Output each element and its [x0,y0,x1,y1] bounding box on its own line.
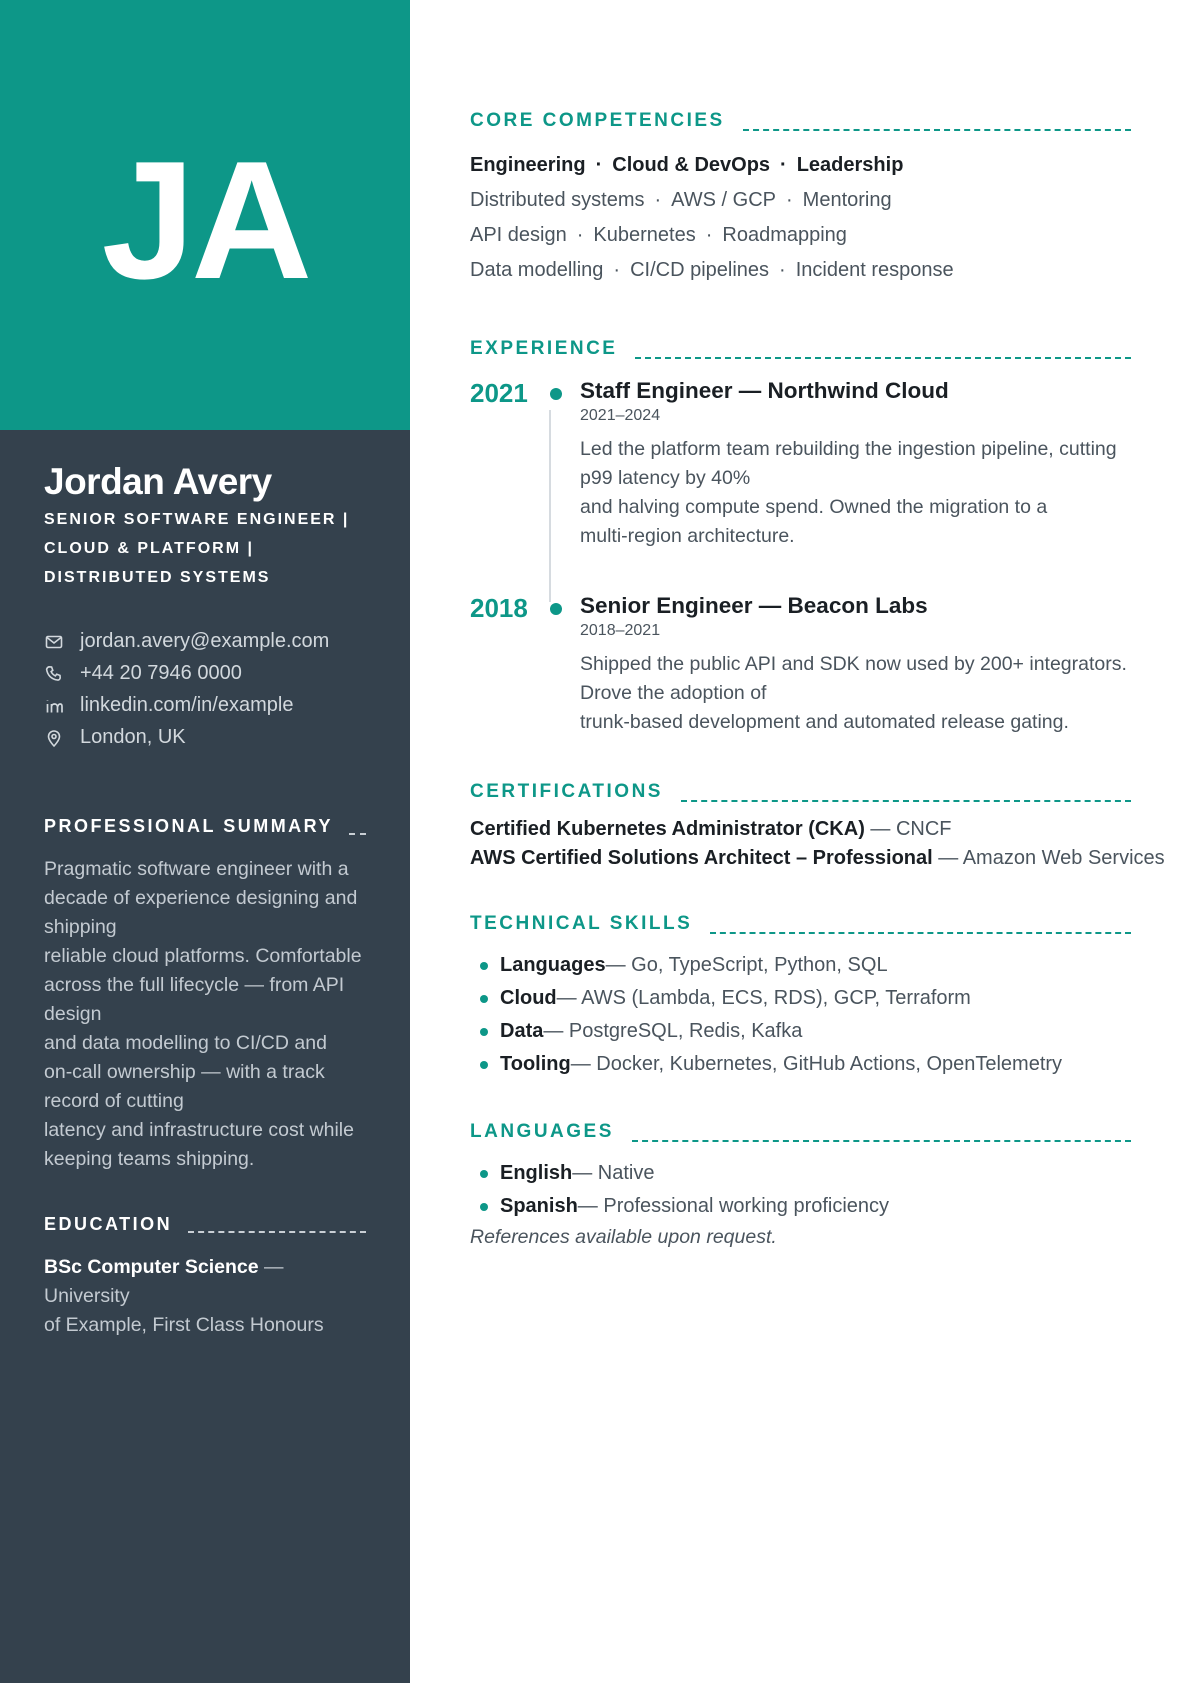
contact-email[interactable] [44,626,366,658]
timeline-dot [550,603,562,615]
summary-line: latency and infrastructure cost while [44,1118,354,1141]
competencies-heading-text: CORE COMPETENCIES [470,110,725,131]
skill-value: — AWS (Lambda, ECS, RDS), GCP, Terraform [556,987,971,1009]
description-line: multi-region architecture. [580,525,795,547]
experience-description [580,650,1131,737]
summary-text [44,855,366,1174]
language-level: — Native [572,1162,655,1184]
location-text: London, UK [80,726,186,749]
education-heading [44,1214,366,1235]
language-item [470,1190,1131,1223]
contact-linkedin[interactable] [44,690,366,722]
education-heading-text: EDUCATION [44,1213,173,1234]
competency-item: Leadership [796,154,904,176]
certifications-list [470,815,1165,873]
education-institution: — University [44,1255,284,1307]
separator-dot: · [705,224,713,246]
bullet-dot [480,1028,488,1036]
contact-list [44,626,366,754]
description-line: Shipped the public API and SDK now used by 200+ integrators. [580,653,1127,675]
summary-line: Pragmatic software engineer with a [44,857,349,880]
linkedin-icon [44,696,64,716]
timeline-dot [550,388,562,400]
certification-name: Certified Kubernetes Administrator (CKA) [470,818,865,840]
heading-rule [635,357,1131,359]
competency-item: AWS / GCP [671,189,776,211]
bullet-dot [480,1203,488,1211]
certification-issuer: — Amazon Web Services [932,847,1165,869]
certifications-heading [470,781,1131,803]
experience-year: 2018 [470,593,528,623]
separator-dot: · [654,189,662,211]
separator-dot: · [576,224,584,246]
experience-dates: 2018–2021 [580,622,661,639]
description-line: trunk-based development and automated release gating. [580,711,1069,733]
competency-item: Data modelling [470,259,604,281]
heading-rule [188,1231,366,1233]
certification-item [470,844,1165,873]
bullet-dot [480,1061,488,1069]
skill-label: Data [500,1020,544,1042]
language-label: Spanish [500,1195,578,1217]
heading-rule [743,129,1131,131]
summary-line: decade of experience designing and [44,886,358,909]
skill-item [470,949,1131,982]
competency-item: Cloud & DevOps [612,154,771,176]
sidebar [0,0,410,1683]
contact-phone[interactable] [44,658,366,690]
summary-line: record of cutting [44,1089,184,1112]
competency-row [470,148,1131,183]
summary-line: and data modelling to CI/CD and [44,1031,327,1054]
separator-dot: · [613,259,621,281]
headline: SENIOR SOFTWARE ENGINEER | CLOUD & PLATFORM | DISTRIBUTED SYSTEMS [44,510,350,586]
languages-heading [470,1121,1131,1143]
contact-location [44,722,366,754]
references-note: References available upon request. [470,1226,777,1248]
summary-line: design [44,1002,102,1025]
certification-item [470,815,1131,844]
summary-heading-text: PROFESSIONAL SUMMARY [44,815,334,836]
education-degree: BSc Computer Science [44,1255,259,1278]
summary-heading [44,816,366,837]
education-detail: of Example, First Class Honours [44,1313,324,1336]
description-line: Led the platform team rebuilding the ingestion pipeline, cutting [580,438,1117,460]
skills-heading [470,913,1131,935]
competency-item: Kubernetes [593,224,696,246]
mail-icon [44,632,64,652]
competency-row [470,253,1131,288]
competency-item: API design [470,224,567,246]
skill-label: Tooling [500,1053,571,1075]
separator-dot: · [779,259,786,281]
location-pin-icon [44,728,64,748]
experience-heading [470,338,1131,360]
summary-line: keeping teams shipping. [44,1147,255,1170]
language-label: English [500,1162,573,1184]
skill-item [470,1015,1131,1048]
skill-value: — PostgreSQL, Redis, Kafka [543,1020,803,1042]
skills-heading-text: TECHNICAL SKILLS [470,913,693,934]
heading-rule [681,800,1131,802]
education-text [44,1253,366,1340]
heading-rule [632,1140,1131,1142]
skills-list [470,949,1131,1081]
competency-item: Roadmapping [722,224,847,246]
competency-item: Distributed systems [470,189,645,211]
language-level: — Professional working proficiency [577,1195,890,1217]
separator-dot: · [780,154,787,176]
languages-list [470,1157,1131,1223]
main-column [470,0,1165,1249]
linkedin-text: linkedin.com/in/example [80,694,294,717]
skill-item [470,982,1131,1015]
description-line: and halving compute spend. Owned the migration to a [580,496,1048,518]
skill-value: — Go, TypeScript, Python, SQL [605,954,888,976]
competency-item: Incident response [795,259,954,281]
summary-line: reliable cloud platforms. Comfortable [44,944,362,967]
experience-year: 2021 [470,378,528,408]
bullet-dot [480,1170,488,1178]
experience-title: Senior Engineer — Beacon Labs [580,593,928,618]
separator-dot: · [595,154,603,176]
certifications-heading-text: CERTIFICATIONS [470,781,663,802]
experience-item [470,591,1131,737]
competency-item: Mentoring [802,189,892,211]
monogram-block [0,0,410,430]
skill-label: Cloud [500,987,557,1009]
competency-row [470,218,1131,253]
monogram: JA [101,125,309,314]
description-line: Drove the adoption of [580,682,767,704]
summary-line: shipping [44,915,117,938]
experience-description [580,435,1131,551]
languages-heading-text: LANGUAGES [470,1121,614,1142]
competencies-grid [470,148,1131,288]
experience-dates: 2021–2024 [580,407,661,424]
language-item [470,1157,1131,1190]
timeline-line [549,410,551,602]
separator-dot: · [786,189,793,211]
skill-value: — Docker, Kubernetes, GitHub Actions, OpenTelemetry [570,1053,1063,1075]
summary-line: on-call ownership — with a track [44,1060,325,1083]
competencies-heading [470,110,1131,132]
bullet-dot [480,995,488,1003]
phone-icon [44,664,64,684]
skill-label: Languages [500,954,606,976]
bullet-dot [480,962,488,970]
competency-row [470,183,1131,218]
certification-name: AWS Certified Solutions Architect – Professional [470,847,933,869]
summary-line: across the full lifecycle — from API [44,973,345,996]
competency-item: CI/CD pipelines [630,259,770,281]
heading-rule [710,932,1131,934]
candidate-name: Jordan Avery [44,461,272,502]
phone-text: +44 20 7946 0000 [80,662,242,685]
experience-heading-text: EXPERIENCE [470,338,618,359]
skill-item [470,1048,1131,1081]
email-text: jordan.avery@example.com [80,630,330,653]
description-line: p99 latency by 40% [580,467,751,489]
competency-item: Engineering [470,154,586,176]
experience-title: Staff Engineer — Northwind Cloud [580,378,949,403]
certification-issuer: — CNCF [864,818,952,840]
heading-rule [349,833,366,835]
experience-item [470,376,1131,551]
